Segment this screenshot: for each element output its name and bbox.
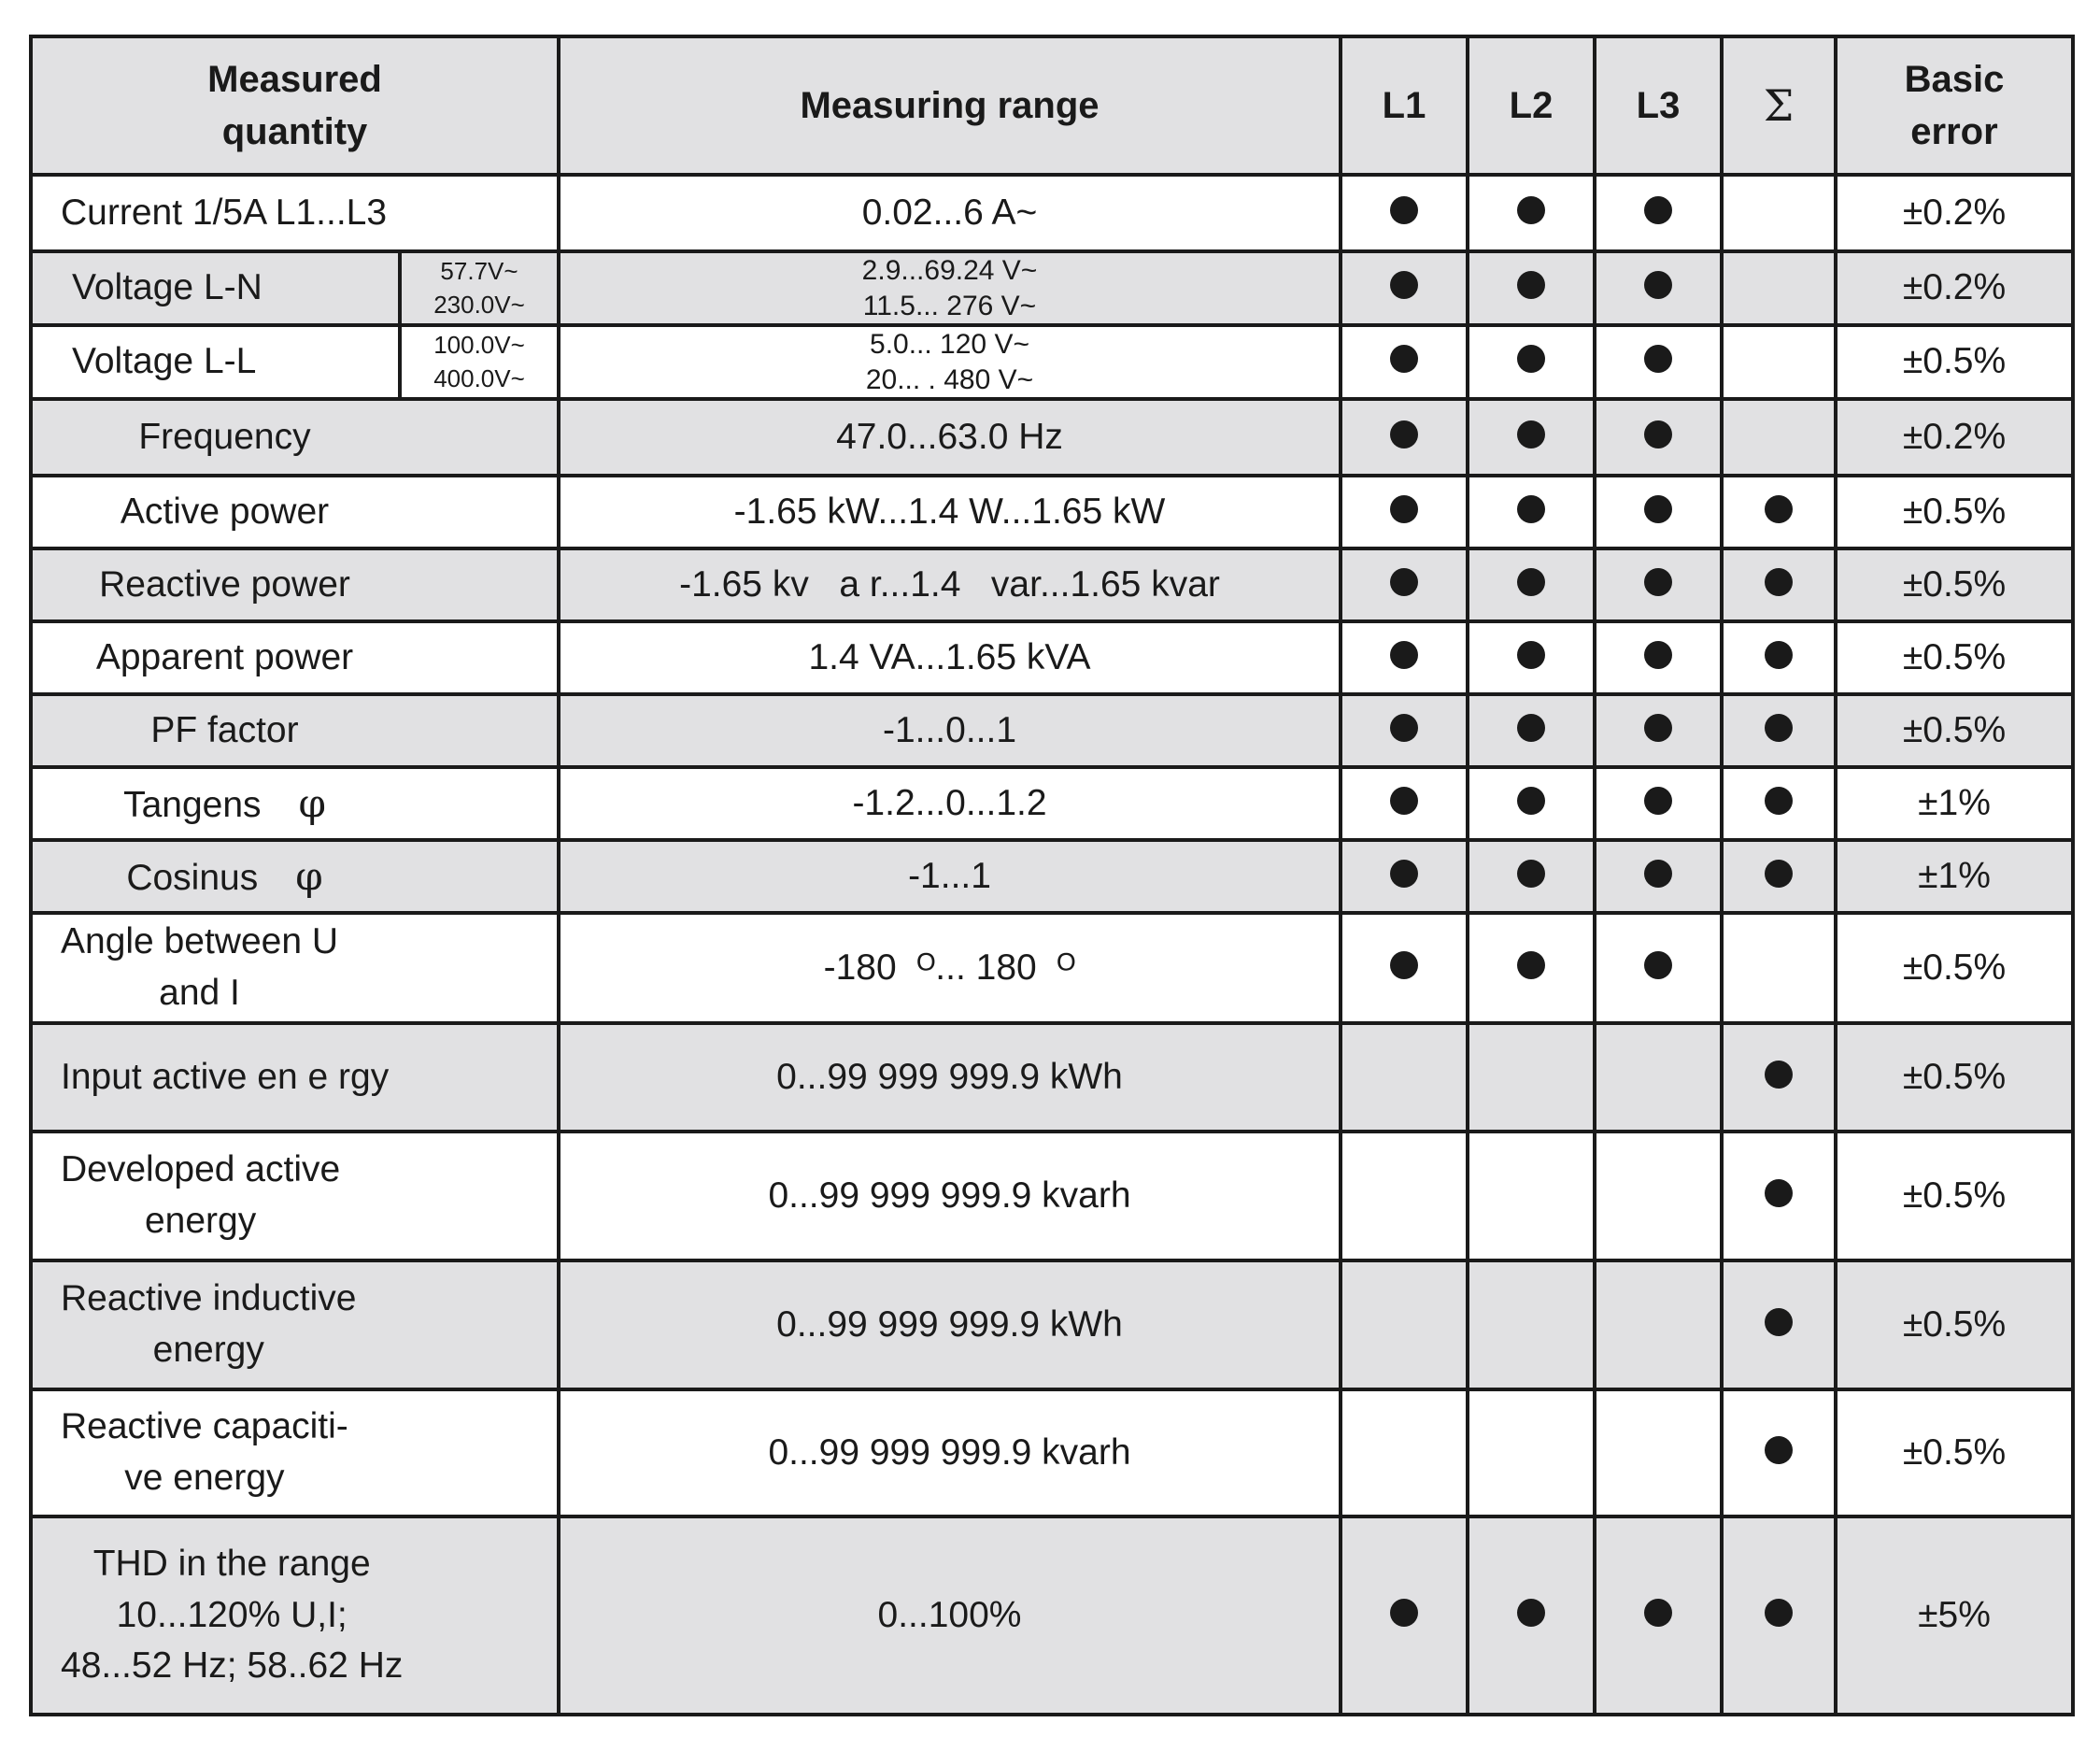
bullet-dot-l2	[1517, 714, 1545, 742]
cell-measuring-range	[559, 913, 1341, 1023]
cell-sum	[1722, 1389, 1836, 1516]
range-value: 0...99 999 999.9 kvarh	[768, 1431, 1131, 1473]
text-line: 5.0... 120 V~	[870, 329, 1029, 360]
table-row	[31, 476, 2073, 548]
phi-symbol: φ	[298, 779, 326, 826]
error-value: ±1%	[1918, 782, 1991, 823]
cell-sum	[1722, 1516, 1836, 1715]
range-value: 47.0...63.0 Hz	[836, 416, 1063, 457]
quantity-multiline	[61, 1274, 357, 1375]
bullet-dot-sum	[1765, 1599, 1793, 1627]
bullet-dot-sum	[1765, 787, 1793, 815]
bullet-dot-l3	[1644, 714, 1672, 742]
cell-l2	[1468, 913, 1595, 1023]
bullet-dot-l2	[1517, 860, 1545, 888]
cell-l3	[1595, 767, 1722, 840]
cell-measuring-range	[559, 1516, 1341, 1715]
table-row	[31, 913, 2073, 1023]
cell-measuring-range	[559, 399, 1341, 476]
table-row	[31, 399, 2073, 476]
bullet-dot-sum	[1765, 495, 1793, 523]
bullet-dot-l1	[1390, 787, 1418, 815]
cell-measuring-range	[559, 251, 1341, 325]
text-line: 10...120% U,I;	[116, 1594, 348, 1635]
cell-measuring-range	[559, 548, 1341, 621]
bullet-dot-sum	[1765, 1436, 1793, 1464]
cell-l2	[1468, 1132, 1595, 1260]
bullet-dot-l2	[1517, 420, 1545, 448]
cell-measuring-range	[559, 1260, 1341, 1389]
bullet-dot-l3	[1644, 345, 1672, 373]
cell-l2	[1468, 1023, 1595, 1132]
cell-l3	[1595, 476, 1722, 548]
cell-quantity	[31, 767, 559, 840]
quantity-label: Tangens	[123, 784, 262, 825]
cell-l2	[1468, 1516, 1595, 1715]
text-line: THD in the range	[92, 1544, 371, 1585]
cell-basic-error	[1836, 548, 2073, 621]
cell-sum	[1722, 913, 1836, 1023]
cell-basic-error	[1836, 913, 2073, 1023]
bullet-dot-sum	[1765, 1061, 1793, 1089]
cell-l3	[1595, 1389, 1722, 1516]
error-value: ±0.5%	[1902, 709, 2007, 750]
cell-basic-error	[1836, 251, 2073, 325]
cell-quantity	[31, 1260, 559, 1389]
range-value: 0...99 999 999.9 kWh	[776, 1303, 1123, 1345]
range-value: -1.65 kv a r...1.4 var...1.65 kvar	[679, 563, 1220, 605]
header-l2: L2	[1468, 36, 1595, 175]
bullet-dot-l1	[1390, 860, 1418, 888]
error-value: ±0.5%	[1902, 947, 2007, 988]
cell-sum	[1722, 399, 1836, 476]
bullet-dot-l1	[1390, 420, 1418, 448]
bullet-dot-l2	[1517, 495, 1545, 523]
quantity-multiline	[61, 917, 338, 1018]
cell-l2	[1468, 621, 1595, 694]
header-row	[31, 36, 2073, 175]
cell-quantity	[31, 1516, 559, 1715]
cell-sum	[1722, 476, 1836, 548]
cell-l1	[1341, 694, 1468, 767]
cell-sum	[1722, 175, 1836, 251]
cell-quantity	[31, 476, 559, 548]
cell-quantity	[31, 1389, 559, 1516]
bullet-dot-l1	[1390, 196, 1418, 224]
cell-quantity	[31, 840, 559, 913]
cell-l3	[1595, 840, 1722, 913]
table-row	[31, 1023, 2073, 1132]
cell-l1	[1341, 548, 1468, 621]
cell-basic-error	[1836, 621, 2073, 694]
bullet-dot-l1	[1390, 1599, 1418, 1627]
table-row	[31, 251, 2073, 325]
cell-l2	[1468, 767, 1595, 840]
measurement-spec-table	[29, 35, 2075, 1716]
spec-table-wrapper	[29, 35, 2071, 1716]
cell-quantity	[31, 913, 559, 1023]
error-value: ±0.5%	[1902, 1431, 2007, 1473]
range-value: 0...100%	[877, 1594, 1022, 1635]
cell-nominal-voltage	[400, 251, 559, 325]
phi-symbol: φ	[295, 852, 323, 899]
cell-basic-error	[1836, 175, 2073, 251]
error-value: ±0.5%	[1902, 1175, 2007, 1216]
bullet-dot-sum	[1765, 714, 1793, 742]
cell-quantity	[31, 325, 400, 399]
cell-measuring-range	[559, 1023, 1341, 1132]
cell-l1	[1341, 399, 1468, 476]
bullet-dot-l2	[1517, 1599, 1545, 1627]
cell-l3	[1595, 694, 1722, 767]
cell-l2	[1468, 175, 1595, 251]
cell-quantity	[31, 1023, 559, 1132]
cell-l1	[1341, 251, 1468, 325]
text-line: and I	[159, 973, 240, 1013]
cell-sum	[1722, 1132, 1836, 1260]
table-row	[31, 694, 2073, 767]
cell-l2	[1468, 1260, 1595, 1389]
bullet-dot-l3	[1644, 420, 1672, 448]
cell-l2	[1468, 399, 1595, 476]
bullet-dot-l3	[1644, 495, 1672, 523]
header-sum	[1722, 36, 1836, 175]
bullet-dot-l3	[1644, 568, 1672, 596]
bullet-dot-l1	[1390, 568, 1418, 596]
cell-l3	[1595, 913, 1722, 1023]
quantity-label: Voltage L-N	[72, 267, 262, 308]
bullet-dot-l3	[1644, 787, 1672, 815]
text-line: 11.5... 276 V~	[862, 290, 1037, 321]
bullet-dot-l2	[1517, 951, 1545, 979]
header-measured-quantity: Measured quantity	[31, 36, 559, 175]
cell-nominal-voltage	[400, 325, 559, 399]
bullet-dot-l3	[1644, 1599, 1672, 1627]
bullet-dot-l1	[1390, 345, 1418, 373]
table-row	[31, 767, 2073, 840]
cell-sum	[1722, 621, 1836, 694]
bullet-dot-l2	[1517, 271, 1545, 299]
cell-measuring-range	[559, 767, 1341, 840]
cell-l3	[1595, 175, 1722, 251]
range-value: -180 ᴼ... 180 ᴼ	[823, 947, 1076, 988]
quantity-multiline	[61, 1402, 348, 1503]
cell-sum	[1722, 1023, 1836, 1132]
text-line: 400.0V~	[433, 363, 525, 392]
bullet-dot-l2	[1517, 787, 1545, 815]
text-line: 20... . 480 V~	[865, 363, 1034, 395]
table-row	[31, 325, 2073, 399]
error-value: ±0.5%	[1902, 1056, 2007, 1097]
cell-l2	[1468, 251, 1595, 325]
bullet-dot-l3	[1644, 951, 1672, 979]
cell-basic-error	[1836, 694, 2073, 767]
quantity-label: Reactive power	[99, 563, 350, 605]
cell-quantity	[31, 399, 559, 476]
cell-l1	[1341, 1132, 1468, 1260]
cell-l1	[1341, 1389, 1468, 1516]
range-value: -1...0...1	[882, 709, 1017, 750]
quantity-label: Input active en e rgy	[61, 1056, 390, 1097]
bullet-dot-l2	[1517, 568, 1545, 596]
cell-l1	[1341, 476, 1468, 548]
quantity-label: Active power	[120, 491, 330, 532]
cell-l3	[1595, 1516, 1722, 1715]
cell-sum	[1722, 767, 1836, 840]
error-value: ±0.2%	[1902, 416, 2007, 457]
cell-l1	[1341, 175, 1468, 251]
bullet-dot-l3	[1644, 271, 1672, 299]
text-line: 230.0V~	[433, 290, 525, 319]
cell-quantity	[31, 548, 559, 621]
text-line: 48...52 Hz; 58..62 Hz	[61, 1645, 404, 1687]
cell-basic-error	[1836, 1389, 2073, 1516]
cell-measuring-range	[559, 1389, 1341, 1516]
bullet-dot-sum	[1765, 568, 1793, 596]
sigma-symbol: Σ	[1763, 79, 1795, 131]
cell-basic-error	[1836, 399, 2073, 476]
cell-l2	[1468, 476, 1595, 548]
cell-basic-error	[1836, 1132, 2073, 1260]
bullet-dot-sum	[1765, 641, 1793, 669]
error-value: ±0.2%	[1902, 192, 2007, 233]
cell-quantity	[31, 1132, 559, 1260]
cell-l3	[1595, 1260, 1722, 1389]
text-line: 57.7V~	[440, 257, 518, 286]
cell-measuring-range	[559, 325, 1341, 399]
table-body	[31, 175, 2073, 1715]
cell-l2	[1468, 840, 1595, 913]
range-value: 0.02...6 A~	[861, 192, 1038, 233]
bullet-dot-l1	[1390, 641, 1418, 669]
cell-basic-error	[1836, 840, 2073, 913]
cell-sum	[1722, 325, 1836, 399]
cell-l3	[1595, 1132, 1722, 1260]
quantity-label: Current 1/5A L1...L3	[61, 192, 388, 233]
quantity-label: Voltage L-L	[72, 341, 257, 382]
cell-basic-error	[1836, 1260, 2073, 1389]
text-line: 100.0V~	[433, 331, 525, 360]
text-line: energy	[152, 1330, 264, 1370]
table-row	[31, 548, 2073, 621]
cell-l3	[1595, 251, 1722, 325]
cell-l2	[1468, 1389, 1595, 1516]
cell-l3	[1595, 1023, 1722, 1132]
cell-measuring-range	[559, 694, 1341, 767]
cell-l1	[1341, 913, 1468, 1023]
cell-quantity	[31, 175, 559, 251]
bullet-dot-l2	[1517, 641, 1545, 669]
cell-quantity	[31, 251, 400, 325]
bullet-dot-l1	[1390, 271, 1418, 299]
range-value: 1.4 VA...1.65 kVA	[808, 636, 1091, 677]
cell-l1	[1341, 621, 1468, 694]
table-row	[31, 1132, 2073, 1260]
text-line: Reactive capaciti-	[61, 1406, 348, 1447]
cell-measuring-range	[559, 476, 1341, 548]
bullet-dot-l2	[1517, 196, 1545, 224]
cell-sum	[1722, 840, 1836, 913]
cell-measuring-range	[559, 840, 1341, 913]
cell-l2	[1468, 325, 1595, 399]
table-row	[31, 621, 2073, 694]
bullet-dot-l3	[1644, 196, 1672, 224]
table-row	[31, 175, 2073, 251]
cell-basic-error	[1836, 1516, 2073, 1715]
bullet-dot-l1	[1390, 495, 1418, 523]
cell-l3	[1595, 399, 1722, 476]
cell-l1	[1341, 840, 1468, 913]
quantity-multiline	[61, 1145, 340, 1246]
cell-l2	[1468, 548, 1595, 621]
bullet-dot-sum	[1765, 860, 1793, 888]
text-line: Reactive inductive	[61, 1278, 357, 1319]
cell-quantity	[31, 694, 559, 767]
cell-l2	[1468, 694, 1595, 767]
header-l1: L1	[1341, 36, 1468, 175]
header-measuring-range: Measuring range	[559, 36, 1341, 175]
error-value: ±0.2%	[1902, 267, 2007, 308]
bullet-dot-l3	[1644, 641, 1672, 669]
error-value: ±0.5%	[1902, 491, 2007, 532]
cell-basic-error	[1836, 325, 2073, 399]
error-value: ±5%	[1918, 1594, 1991, 1635]
cell-quantity	[31, 621, 559, 694]
text-line: Developed active	[61, 1149, 341, 1190]
quantity-label: Apparent power	[95, 636, 354, 677]
table-row	[31, 840, 2073, 913]
cell-l3	[1595, 325, 1722, 399]
cell-l1	[1341, 1260, 1468, 1389]
header-basic-error: Basic error	[1836, 36, 2073, 175]
error-value: ±1%	[1918, 855, 1991, 896]
range-value: -1.65 kW...1.4 W...1.65 kW	[733, 491, 1166, 532]
bullet-dot-l2	[1517, 345, 1545, 373]
cell-l1	[1341, 325, 1468, 399]
text-line: energy	[144, 1201, 257, 1241]
cell-l1	[1341, 1023, 1468, 1132]
cell-l1	[1341, 1516, 1468, 1715]
quantity-multiline	[61, 1539, 403, 1692]
cell-basic-error	[1836, 1023, 2073, 1132]
cell-l3	[1595, 548, 1722, 621]
cell-measuring-range	[559, 1132, 1341, 1260]
cell-measuring-range	[559, 175, 1341, 251]
range-value: -1.2...0...1.2	[852, 782, 1047, 823]
cell-sum	[1722, 548, 1836, 621]
cell-sum	[1722, 694, 1836, 767]
text-line: ve energy	[124, 1458, 285, 1498]
header-l3: L3	[1595, 36, 1722, 175]
table-row	[31, 1260, 2073, 1389]
range-value: -1...1	[908, 855, 991, 896]
cell-sum	[1722, 1260, 1836, 1389]
bullet-dot-sum	[1765, 1179, 1793, 1207]
cell-sum	[1722, 251, 1836, 325]
cell-basic-error	[1836, 476, 2073, 548]
quantity-label: PF factor	[150, 709, 299, 750]
quantity-label: Cosinus	[126, 857, 259, 898]
text-line: Angle between U	[61, 921, 339, 962]
bullet-dot-sum	[1765, 1308, 1793, 1336]
range-value: 0...99 999 999.9 kvarh	[768, 1175, 1131, 1216]
text-line: 2.9...69.24 V~	[861, 255, 1038, 286]
table-row	[31, 1389, 2073, 1516]
cell-l3	[1595, 621, 1722, 694]
error-value: ±0.5%	[1902, 636, 2007, 677]
cell-l1	[1341, 767, 1468, 840]
error-value: ±0.5%	[1902, 341, 2007, 382]
range-value: 0...99 999 999.9 kWh	[776, 1056, 1123, 1097]
error-value: ±0.5%	[1902, 563, 2007, 605]
bullet-dot-l1	[1390, 714, 1418, 742]
bullet-dot-l3	[1644, 860, 1672, 888]
table-row	[31, 1516, 2073, 1715]
quantity-label: Frequency	[138, 416, 311, 457]
error-value: ±0.5%	[1902, 1303, 2007, 1345]
cell-measuring-range	[559, 621, 1341, 694]
bullet-dot-l1	[1390, 951, 1418, 979]
cell-basic-error	[1836, 767, 2073, 840]
